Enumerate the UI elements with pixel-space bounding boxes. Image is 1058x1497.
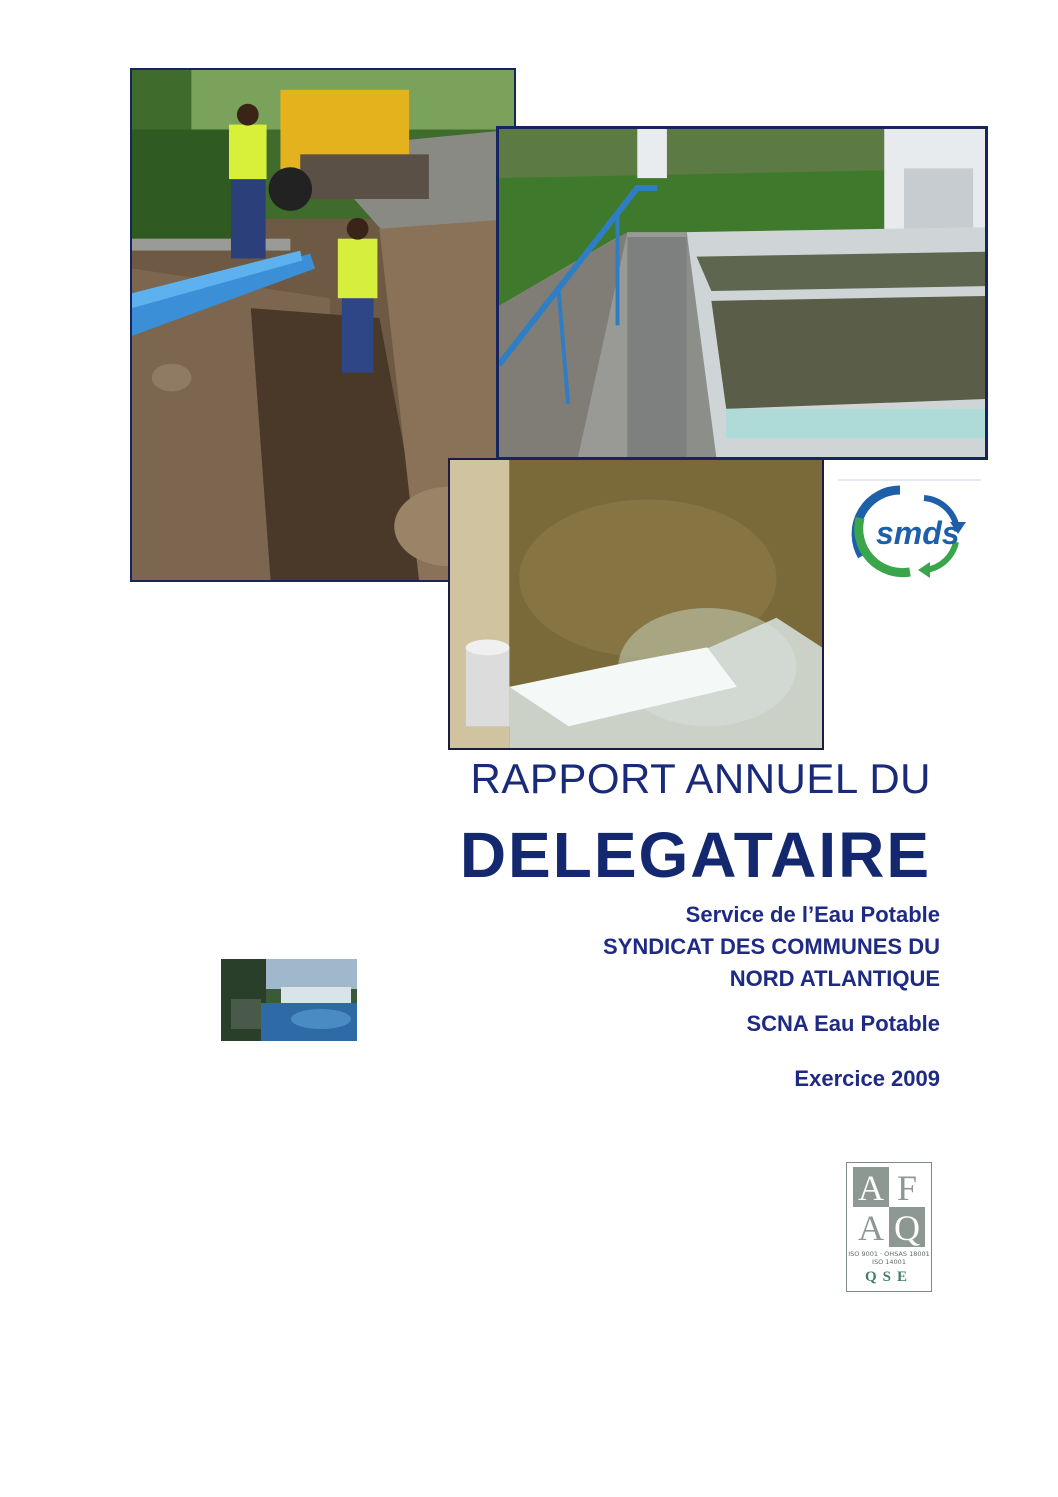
photo-water-inflow: [448, 458, 824, 750]
subtitle-syndicat-line2: NORD ATLANTIQUE: [729, 966, 940, 991]
afaq-qse-label: QSE: [864, 1269, 913, 1285]
exercice-year: Exercice 2009: [794, 1066, 940, 1091]
afaq-letter-f: F: [896, 1168, 918, 1208]
afaq-letter-q: Q: [894, 1208, 920, 1247]
photo-treatment-basin: [496, 126, 988, 460]
subtitle-syndicat-line1: SYNDICAT DES COMMUNES DU: [603, 934, 940, 959]
afaq-certification-logo: [846, 1162, 932, 1292]
subtitle-service: Service de l’Eau Potable: [685, 902, 940, 927]
photo-river-small: [221, 959, 357, 1041]
afaq-cert-line2: ISO 14001: [872, 1258, 906, 1266]
afaq-letter-a1: A: [858, 1168, 884, 1208]
subtitle-scna: SCNA Eau Potable: [746, 1011, 940, 1036]
smds-logo: [838, 478, 981, 580]
afaq-letter-a2: A: [858, 1208, 884, 1247]
smds-logo-text: smds: [876, 515, 960, 551]
report-title-line2: DELEGATAIRE: [459, 819, 931, 891]
afaq-cert-line1: ISO 9001 · OHSAS 18001: [848, 1250, 930, 1258]
report-title-line1: RAPPORT ANNUEL DU: [470, 755, 931, 802]
